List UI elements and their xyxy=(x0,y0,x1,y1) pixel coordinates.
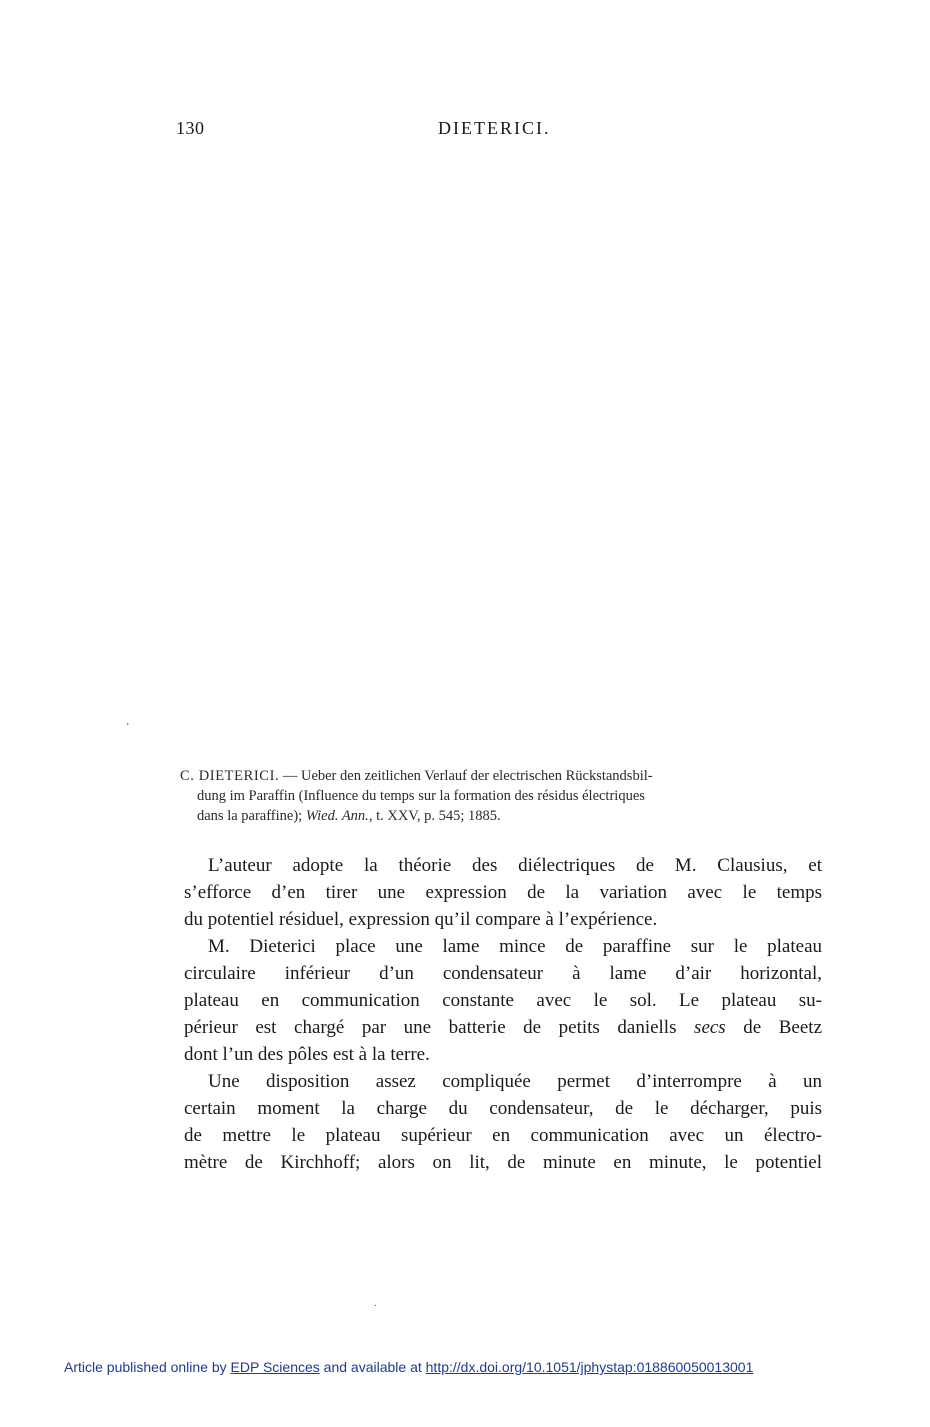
footer-middle: and available at xyxy=(319,1359,426,1375)
text-segment: de Beetz xyxy=(725,1017,822,1038)
text-line: plateau en communication constante avec le sol. Le plateau su- xyxy=(184,990,822,1011)
text-line: M. Dieterici place une lame mince de paraffine sur le plateau xyxy=(208,936,822,957)
reference-text: dans la paraffine); xyxy=(197,808,306,824)
text-line xyxy=(184,1014,822,1041)
body-text xyxy=(184,852,822,1176)
doi-link[interactable]: http://dx.doi.org/10.1051/jphystap:018860050013001 xyxy=(425,1359,754,1375)
text-line: certain moment la charge du condensateur, de le décharger, puis xyxy=(184,1098,822,1119)
reference-line xyxy=(180,766,820,786)
running-head: DIETERICI. xyxy=(438,118,551,138)
page-number: 130 xyxy=(176,118,205,138)
italic-term: secs xyxy=(694,1017,726,1038)
bibliographic-reference xyxy=(180,766,820,826)
reference-line: dung im Paraffin (Influence du temps sur la formation des résidus électriques xyxy=(197,788,645,804)
text-segment: périeur est chargé par une batterie de petits daniells xyxy=(184,1017,695,1038)
reference-line xyxy=(180,806,820,826)
stray-mark: ’ xyxy=(126,722,130,733)
text-line: du potentiel résiduel, expression qu’il compare à l’expérience. xyxy=(184,909,658,930)
footer-prefix: Article published online by xyxy=(64,1359,231,1375)
text-line: mètre de Kirchhoff; alors on lit, de minute en minute, le potentiel xyxy=(184,1152,822,1173)
text-line: circulaire inférieur d’un condensateur à lame d’air horizontal, xyxy=(184,963,822,984)
reference-author: C. DIETERICI. xyxy=(180,768,280,784)
text-line: L’auteur adopte la théorie des diélectriques de M. Clausius, et xyxy=(208,855,822,876)
publisher-footer xyxy=(64,1359,753,1375)
reference-citation: , t. XXV, p. 545; 1885. xyxy=(368,808,501,824)
reference-title: Ueber den zeitlichen Verlauf der electrischen Rückstandsbil- xyxy=(300,768,653,784)
text-line: s’efforce d’en tirer une expression de la variation avec le temps xyxy=(184,882,822,903)
text-line: Une disposition assez compliquée permet d’interrompre à un xyxy=(208,1071,822,1092)
text-line: dont l’un des pôles est à la terre. xyxy=(184,1044,430,1065)
reference-dash: — xyxy=(279,768,301,784)
publisher-link[interactable]: EDP Sciences xyxy=(230,1359,320,1375)
stray-mark: . xyxy=(374,1298,377,1309)
reference-journal: Wied. Ann. xyxy=(305,808,369,824)
text-line: de mettre le plateau supérieur en communication avec un électro- xyxy=(184,1125,822,1146)
